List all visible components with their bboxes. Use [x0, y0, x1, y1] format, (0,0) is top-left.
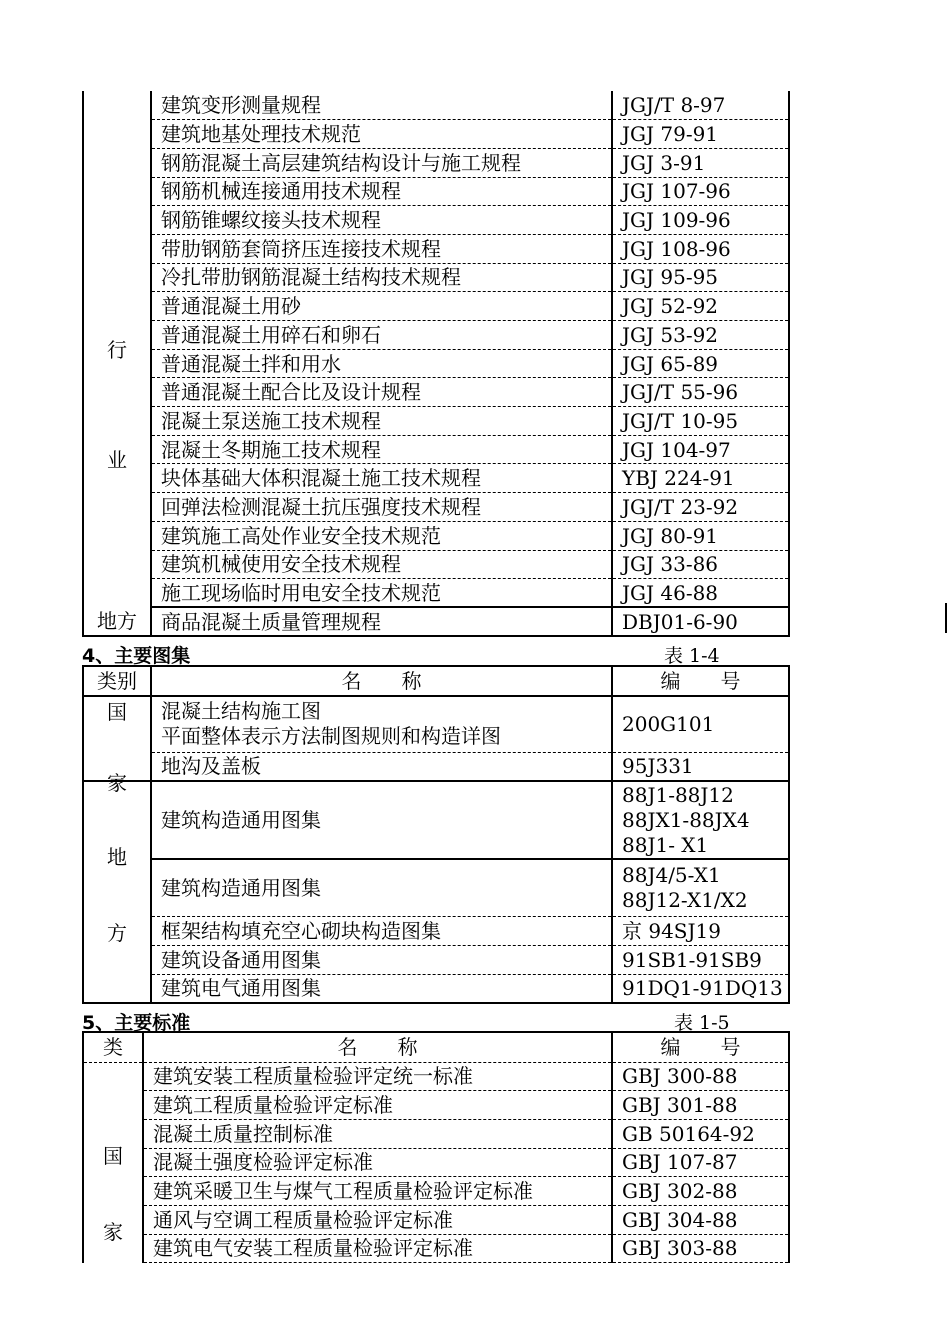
standard-code: JGJ 46-88 [612, 579, 789, 608]
atlas-code: 91DQ1-91DQ13 [612, 974, 789, 1003]
standard-code: JGJ 95-95 [612, 263, 789, 292]
standard-name: 带肋钢筋套筒挤压连接技术规程 [151, 234, 612, 263]
category-hangye [83, 91, 151, 607]
standard-name: 建筑安装工程质量检验评定统一标准 [143, 1062, 612, 1091]
standard-code: JGJ/T 10-95 [612, 407, 789, 436]
category-guojia [83, 1062, 143, 1263]
atlas-name: 框架结构填充空心砌块构造图集 [151, 916, 612, 945]
standard-name: 普通混凝土用砂 [151, 292, 612, 321]
standard-code: JGJ 108-96 [612, 234, 789, 263]
standard-name: 块体基础大体积混凝土施工技术规程 [151, 464, 612, 493]
standard-name: 混凝土质量控制标准 [143, 1119, 612, 1148]
category-guo-char: 国 [107, 700, 127, 724]
standard-code: JGJ 3-91 [612, 148, 789, 177]
atlas-code: 200G101 [612, 696, 789, 752]
atlas-name: 建筑构造通用图集 [151, 859, 612, 916]
atlas-name: 地沟及盖板 [151, 752, 612, 781]
standard-code: JGJ 109-96 [612, 206, 789, 235]
atlas-code [612, 781, 789, 859]
standard-code: JGJ/T 55-96 [612, 378, 789, 407]
category-difang: 地方 [83, 607, 151, 636]
atlas-code-line: 88J1-88J12 [622, 782, 734, 807]
atlas-code: 91SB1-91SB9 [612, 945, 789, 974]
category-di-char: 地 [107, 845, 127, 869]
header-name: 名 称 [143, 1032, 612, 1062]
atlas-code: 95J331 [612, 752, 789, 781]
atlas-code-line: 88J12-X1/X2 [622, 887, 748, 912]
atlas-name: 建筑设备通用图集 [151, 945, 612, 974]
category-difang [83, 781, 151, 1003]
standards-table-1-5 [82, 1031, 790, 1263]
header-code: 编 号 [612, 1032, 789, 1062]
standard-code: GBJ 302-88 [612, 1177, 789, 1206]
standard-code: GB 50164-92 [612, 1119, 789, 1148]
standard-name: 建筑机械使用安全技术规程 [151, 550, 612, 579]
header-category: 类别 [83, 666, 151, 696]
standard-code: DBJ01-6-90 [612, 607, 789, 636]
atlas-code-line: 88J4/5-X1 [622, 862, 721, 887]
atlas-name: 建筑电气通用图集 [151, 974, 612, 1003]
standard-code: JGJ 104-97 [612, 435, 789, 464]
category-ye-char: 业 [107, 448, 127, 472]
standard-name: 建筑变形测量规程 [151, 91, 612, 120]
standard-name: 通风与空调工程质量检验评定标准 [143, 1205, 612, 1234]
standard-name: 钢筋锥螺纹接头技术规程 [151, 206, 612, 235]
section-4-title: 4、主要图集 [82, 645, 191, 667]
standard-name: 普通混凝土拌和用水 [151, 349, 612, 378]
standard-code: JGJ 79-91 [612, 120, 789, 149]
standard-code: GBJ 300-88 [612, 1062, 789, 1091]
standard-code: GBJ 303-88 [612, 1234, 789, 1263]
standard-code: JGJ/T 23-92 [612, 493, 789, 522]
atlas-name [151, 696, 612, 752]
category-jia-partial-char: 家 [107, 771, 127, 795]
standard-name: 回弹法检测混凝土抗压强度技术规程 [151, 493, 612, 522]
atlas-name: 建筑构造通用图集 [151, 781, 612, 859]
category-fang-char: 方 [107, 921, 127, 945]
atlas-code [612, 859, 789, 916]
section-5-table-number: 表 1-5 [674, 1012, 730, 1034]
standard-code: JGJ 107-96 [612, 177, 789, 206]
header-name: 名 称 [151, 666, 612, 696]
header-code: 编 号 [612, 666, 789, 696]
standard-code: JGJ 53-92 [612, 321, 789, 350]
atlas-code-line: 88JX1-88JX4 [622, 807, 750, 832]
standard-name: 冷扎带肋钢筋混凝土结构技术规程 [151, 263, 612, 292]
standard-name: 施工现场临时用电安全技术规范 [151, 579, 612, 608]
standard-name: 商品混凝土质量管理规程 [151, 607, 612, 636]
standard-name: 建筑采暖卫生与煤气工程质量检验评定标准 [143, 1177, 612, 1206]
standard-code: GBJ 304-88 [612, 1205, 789, 1234]
atlas-code-line: 88J1- X1 [622, 832, 709, 857]
atlas-name-line: 平面整体表示方法制图规则和构造详图 [161, 724, 501, 749]
section-5-title: 5、主要标准 [82, 1012, 191, 1034]
standard-name: 普通混凝土配合比及设计规程 [151, 378, 612, 407]
atlas-name-line: 混凝土结构施工图 [161, 699, 321, 724]
standard-name: 混凝土冬期施工技术规程 [151, 435, 612, 464]
standard-code: JGJ 52-92 [612, 292, 789, 321]
standard-code: JGJ/T 8-97 [612, 91, 789, 120]
category-guo-char: 国 [103, 1143, 123, 1168]
standard-code: JGJ 65-89 [612, 349, 789, 378]
header-category: 类 [83, 1032, 143, 1062]
standard-name: 建筑电气安装工程质量检验评定标准 [143, 1234, 612, 1263]
standard-code: YBJ 224-91 [612, 464, 789, 493]
standard-name: 建筑工程质量检验评定标准 [143, 1091, 612, 1120]
atlas-code: 京 94SJ19 [612, 916, 789, 945]
standard-code: GBJ 301-88 [612, 1091, 789, 1120]
standard-name: 建筑地基处理技术规范 [151, 120, 612, 149]
standard-name: 普通混凝土用碎石和卵石 [151, 321, 612, 350]
standard-name: 钢筋机械连接通用技术规程 [151, 177, 612, 206]
atlas-table-1-4 [82, 665, 790, 1004]
standard-code: JGJ 80-91 [612, 521, 789, 550]
standard-name: 钢筋混凝土高层建筑结构设计与施工规程 [151, 148, 612, 177]
standard-code: GBJ 107-87 [612, 1148, 789, 1177]
margin-mark [945, 603, 947, 633]
standard-name: 混凝土强度检验评定标准 [143, 1148, 612, 1177]
category-guojia [83, 696, 151, 795]
category-jia-char: 家 [103, 1219, 123, 1244]
section-4-table-number: 表 1-4 [664, 645, 720, 667]
category-hang-char: 行 [107, 338, 127, 362]
standard-name: 混凝土泵送施工技术规程 [151, 407, 612, 436]
standard-name: 建筑施工高处作业安全技术规范 [151, 521, 612, 550]
standard-code: JGJ 33-86 [612, 550, 789, 579]
standards-table-1-3 [82, 91, 790, 637]
